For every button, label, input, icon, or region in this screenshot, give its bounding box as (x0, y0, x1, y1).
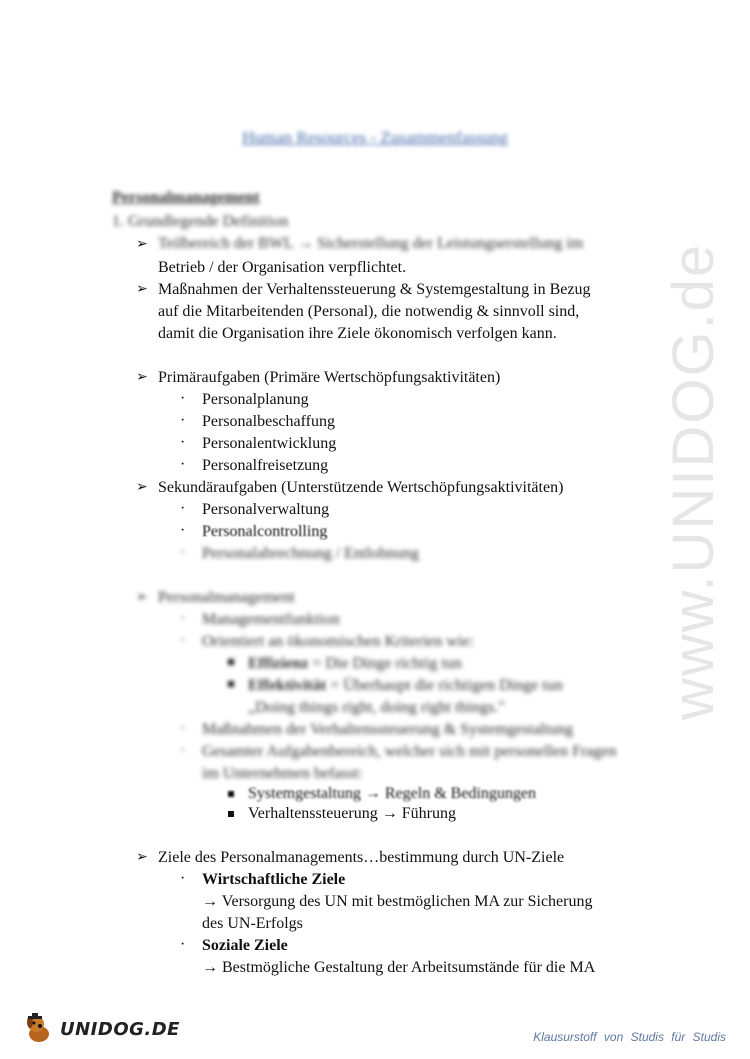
secondary-item-1: Personalverwaltung (202, 501, 330, 518)
bullet-dot-icon: · (180, 610, 186, 627)
primary-item-1: Personalplanung (202, 391, 309, 408)
square-bullet-icon (228, 811, 234, 817)
pm-item-1: Managementfunktion (202, 611, 340, 628)
primary-heading: Primäraufgaben (Primäre Wertschöpfungsaktivitäten) (158, 369, 501, 386)
goals-heading: Ziele des Personalmanagements…bestimmung durch UN-Ziele (158, 849, 565, 866)
secondary-item-2: Personalcontrolling (202, 523, 328, 540)
goal-1-line2: des UN-Erfolgs (202, 915, 303, 932)
pm-item-2: Orientiert an ökonomischen Kriterien wie: (202, 633, 474, 650)
arrow-item-2-line3: damit die Organisation ihre Ziele ökonomisch verfolgen kann. (158, 325, 557, 342)
bullet-dot-icon: · (180, 500, 186, 517)
bullet-dot-icon: · (180, 742, 186, 759)
pm-item-3: Maßnahmen der Verhaltenssteuerung & Systemgestaltung (202, 721, 574, 738)
pm-square-item-1: Systemgestaltung → Regeln & Bedingungen (248, 785, 536, 802)
arrow-bullet-icon: ➢ (136, 590, 148, 605)
bullet-dot-icon: · (180, 632, 186, 649)
watermark-text: www.UNIDOG.de (661, 242, 726, 720)
pm-sub-2-quote: „Doing things right, doing right things." (248, 699, 505, 716)
primary-item-3: Personalentwicklung (202, 435, 337, 452)
square-bullet-icon (228, 791, 234, 797)
document-title: Human Resources - Zusammenfassung (242, 128, 508, 147)
goal-2-title: Soziale Ziele (202, 937, 288, 954)
pm-square-item-2: Verhaltenssteuerung → Führung (248, 805, 456, 822)
goal-1-line1: → Versorgung des UN mit bestmöglichen MA zur Sicherung (202, 893, 593, 910)
secondary-heading: Sekundäraufgaben (Unterstützende Wertschöpfungsaktivitäten) (158, 479, 564, 496)
arrow-bullet-icon: ➢ (136, 237, 148, 252)
arrow-item-2-line1: Maßnahmen der Verhaltenssteuerung & Systemgestaltung in Bezug (158, 281, 591, 298)
arrow-item-2-line2: auf die Mitarbeitenden (Personal), die notwendig & sinnvoll sind, (158, 303, 580, 320)
arrow-item-1-line1: Teilbereich der BWL → Sicherstellung der Leistungserstellung im (158, 235, 584, 252)
arrow-bullet-icon: ➢ (136, 282, 148, 297)
bullet-dot-icon: · (180, 522, 186, 539)
bullet-dot-icon: · (180, 936, 186, 953)
arrow-bullet-icon: ➢ (136, 480, 148, 495)
pm-sub-1: Effizienz = Die Dinge richtig tun (248, 655, 462, 672)
square-bullet-icon (228, 681, 234, 687)
arrow-bullet-icon: ➢ (136, 370, 148, 385)
bullet-dot-icon: · (180, 720, 186, 737)
numbered-heading: 1. Grundlegende Definition (112, 213, 289, 230)
pm-item-4-line1: Gesamter Aufgabenbereich, welcher sich mit personellen Fragen (202, 743, 617, 760)
arrow-bullet-icon: ➢ (136, 850, 148, 865)
footer-tagline: Klausurstoff von Studis für Studis (533, 1030, 726, 1044)
pm-sub-2: Effektivität = Überhaupt die richtigen Dinge tun (248, 677, 563, 694)
square-bullet-icon (228, 659, 234, 665)
primary-item-2: Personalbeschaffung (202, 413, 335, 430)
dog-mascot-icon (22, 1012, 56, 1046)
bullet-dot-icon: · (180, 412, 186, 429)
arrow-item-1-line2: Betrieb / der Organisation verpflichtet. (158, 259, 407, 276)
primary-item-4: Personalfreisetzung (202, 457, 329, 474)
bullet-dot-icon: · (180, 434, 186, 451)
bullet-dot-icon: · (180, 870, 186, 887)
section-heading: Personalmanagement (112, 189, 260, 206)
bullet-dot-icon: · (180, 544, 186, 561)
goal-1-title: Wirtschaftliche Ziele (202, 871, 346, 888)
pm-heading: Personalmanagement (158, 589, 295, 606)
secondary-item-3: Personalabrechnung / Entlohnung (202, 545, 419, 562)
bullet-dot-icon: · (180, 390, 186, 407)
goal-2-line1: → Bestmögliche Gestaltung der Arbeitsumstände für die MA (202, 959, 596, 976)
pm-item-4-line2: im Unternehmen befasst: (202, 765, 363, 782)
bullet-dot-icon: · (180, 456, 186, 473)
unidog-logo[interactable] (22, 1012, 180, 1046)
logo-text: UNIDOG.DE (60, 1018, 180, 1040)
